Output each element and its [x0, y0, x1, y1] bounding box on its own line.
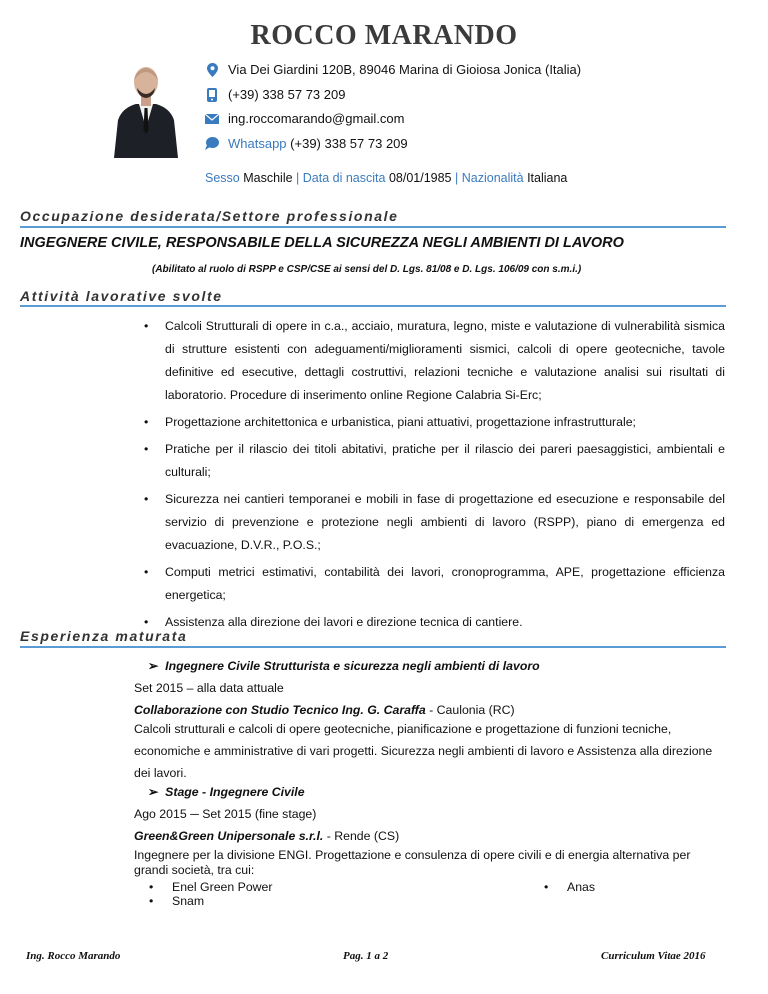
sex-value: Maschile: [243, 171, 293, 185]
experience-location: - Caulonia (RC): [425, 703, 515, 717]
footer-page-number: Pag. 1 a 2: [343, 950, 389, 962]
experience-period: Set 2015 – alla data attuale: [134, 681, 284, 695]
experience-role: ➢ Ingegnere Civile Strutturista e sicurezza negli ambienti di lavoro: [148, 659, 540, 673]
section-title-experience: Esperienza maturata: [20, 628, 188, 644]
arrow-bullet-icon: ➢: [148, 785, 159, 799]
email-text[interactable]: ing.roccomarando@gmail.com: [228, 111, 405, 126]
section-title-occupation: Occupazione desiderata/Settore professionale: [20, 208, 399, 224]
activities-list: [165, 315, 725, 634]
dob-value: 08/01/1985: [388, 171, 452, 185]
footer-document-title: Curriculum Vitae 2016: [601, 950, 706, 962]
client-item: • Snam: [149, 894, 205, 908]
envelope-icon: [205, 112, 219, 126]
client-item: • Enel Green Power: [149, 880, 273, 894]
dob-label: Data di nascita: [302, 171, 386, 185]
arrow-bullet-icon: ➢: [148, 659, 159, 673]
phone-text: (+39) 338 57 73 209: [228, 87, 346, 102]
experience-location: - Rende (CS): [323, 829, 400, 843]
whatsapp-number: (+39) 338 57 73 209: [290, 136, 408, 151]
address-row: [205, 62, 581, 77]
section-divider: [20, 646, 726, 648]
experience-period: Ago 2015 ─ Set 2015 (fine stage): [134, 807, 317, 821]
experience-description: Ingegnere per la divisione ENGI. Progettazione e consulenza di opere civili e di energia alternativa per grandi società, tra cui:: [134, 848, 691, 877]
phone-row: [205, 87, 345, 102]
sex-label: Sesso: [205, 171, 240, 185]
experience-employer-line: [134, 703, 515, 717]
section-title-activities: Attività lavorative svolte: [20, 288, 223, 304]
activity-item: • Computi metrici estimativi, contabilità dei lavori, cronoprogramma, APE, progettazione efficienza energetica;: [165, 561, 725, 607]
experience-employer: Green&Green Unipersonale s.r.l.: [134, 829, 324, 843]
chat-bubble-icon: [205, 137, 219, 151]
whatsapp-label: Whatsapp: [228, 136, 287, 151]
job-qualification-note: (Abilitato al ruolo di RSPP e CSP/CSE ai sensi del D. Lgs. 81/08 e D. Lgs. 106/09 con s.m.i.): [152, 264, 582, 275]
email-row: [205, 111, 405, 126]
separator: |: [455, 171, 459, 185]
address-text: Via Dei Giardini 120B, 89046 Marina di Gioiosa Jonica (Italia): [228, 62, 582, 77]
whatsapp-row: [205, 136, 408, 151]
profile-photo: [112, 58, 180, 158]
client-item: • Anas: [544, 880, 596, 894]
activity-item: • Pratiche per il rilascio dei titoli abitativi, pratiche per il rilascio dei pareri paesaggistici, ambientali e culturali;: [165, 438, 725, 484]
experience-employer-line: [134, 829, 399, 843]
personal-info-line: [205, 171, 567, 185]
separator: |: [296, 171, 300, 185]
location-pin-icon: [205, 63, 219, 77]
activity-item: • Calcoli Strutturali di opere in c.a., acciaio, muratura, legno, miste e valutazione di vulnerabilità sismica di strutture esistenti con adeguamenti/miglioramenti sismici, calcoli di opere geotecniche, tavole definitive ed esecutive, dettagli costruttivi, relazioni tecniche e valutazione analisi sui risultati di laboratorio. Procedure di inserimento online Regione Calabria Si-Erc;: [165, 315, 725, 407]
footer-author: Ing. Rocco Marando: [26, 950, 121, 962]
activity-item: • Progettazione architettonica e urbanistica, piani attuativi, progettazione infrastrutturale;: [165, 411, 725, 434]
activity-item: • Assistenza alla direzione dei lavori e direzione tecnica di cantiere.: [165, 611, 725, 634]
section-divider: [20, 305, 726, 307]
experience-description: Calcoli strutturali e calcoli di opere geotecniche, pianificazione e progettazione di funzioni tecniche, economiche e amministrative di vari progetti. Sicurezza negli ambienti di lavoro e Assistenza alla direzione dei lavori.: [134, 722, 713, 780]
job-title: INGEGNERE CIVILE, RESPONSABILE DELLA SICUREZZA NEGLI AMBIENTI DI LAVORO: [20, 235, 624, 251]
experience-employer: Collaborazione con Studio Tecnico Ing. G. Caraffa: [134, 703, 426, 717]
nationality-value: Italiana: [527, 171, 568, 185]
phone-icon: [205, 88, 219, 102]
activity-item: • Sicurezza nei cantieri temporanei e mobili in fase di progettazione ed esecuzione e responsabile del servizio di prevenzione e protezione negli ambienti di lavoro (RSPP), piano di emergenza ed evacuazione, D.V.R., P.O.S.;: [165, 488, 725, 557]
section-divider: [20, 226, 726, 228]
nationality-label: Nazionalità: [461, 171, 524, 185]
candidate-name: ROCCO MARANDO: [250, 20, 518, 51]
experience-role: ➢ Stage - Ingegnere Civile: [148, 785, 305, 799]
